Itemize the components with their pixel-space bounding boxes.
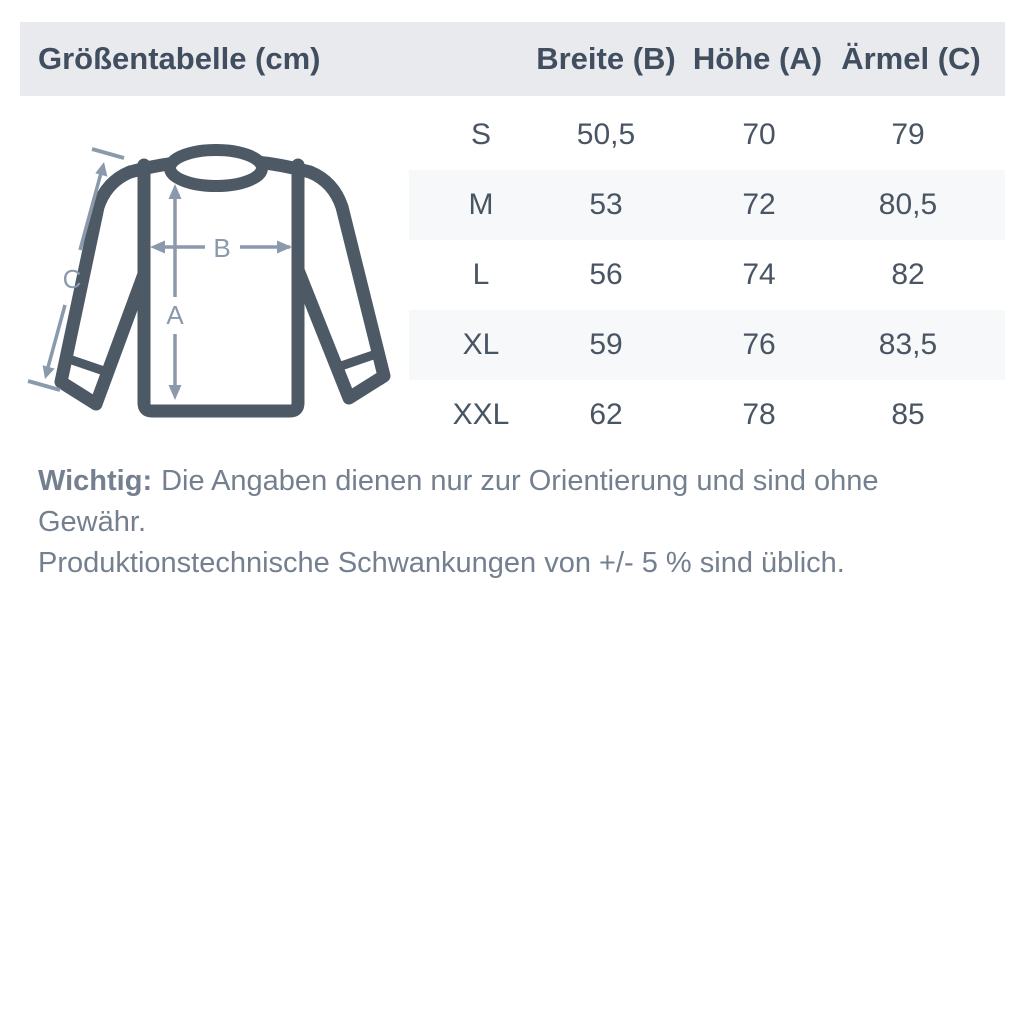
hoehe-value: 70: [742, 118, 776, 151]
table-row-xxl: [409, 380, 1005, 450]
disclaimer-lead: Wichtig:: [38, 465, 153, 497]
breite-value: 50,5: [576, 118, 636, 151]
aermel-value: 79: [891, 118, 925, 151]
disclaimer-text-1: Die Angaben dienen nur zur Orientierung und sind ohne Gewähr.: [38, 465, 879, 538]
hoehe-value: 74: [742, 258, 776, 291]
breite-value: 62: [589, 398, 623, 431]
size-label: XXL: [452, 398, 510, 431]
size-label: S: [470, 118, 491, 151]
column-header-hoehe: Höhe (A): [692, 41, 823, 76]
sweater-outline-icon: [61, 160, 384, 411]
size-table-body: [409, 100, 1005, 450]
size-label: XL: [462, 328, 500, 361]
size-label: L: [472, 258, 490, 291]
width-arrow-label: B: [213, 233, 231, 263]
breite-value: 53: [589, 188, 623, 221]
collar-icon: [170, 150, 262, 186]
aermel-value: 85: [891, 398, 925, 431]
disclaimer-line-2: Produktionstechnische Schwankungen von +/- 5 % sind üblich.: [38, 547, 845, 579]
table-row-s: [409, 100, 1005, 170]
sweater-diagram: [20, 112, 440, 452]
size-label: M: [468, 188, 494, 221]
page-title: Größentabelle (cm): [38, 41, 321, 76]
aermel-value: 82: [891, 258, 925, 291]
aermel-value: 80,5: [878, 188, 938, 221]
hoehe-value: 78: [742, 398, 776, 431]
table-header-row: [20, 22, 1005, 96]
disclaimer-note: [38, 461, 988, 584]
table-row-l: [409, 240, 1005, 310]
breite-value: 56: [589, 258, 623, 291]
hoehe-value: 76: [742, 328, 776, 361]
breite-value: 59: [589, 328, 623, 361]
height-arrow-label: A: [166, 300, 184, 330]
column-header-aermel: Ärmel (C): [841, 41, 981, 76]
table-row-xl: [409, 310, 1005, 380]
sleeve-arrow-label: C: [62, 264, 82, 294]
hoehe-value: 72: [742, 188, 776, 221]
column-header-breite: Breite (B): [536, 41, 676, 76]
disclaimer-line-1: [38, 461, 988, 543]
table-row-m: [409, 170, 1005, 240]
aermel-value: 83,5: [878, 328, 938, 361]
